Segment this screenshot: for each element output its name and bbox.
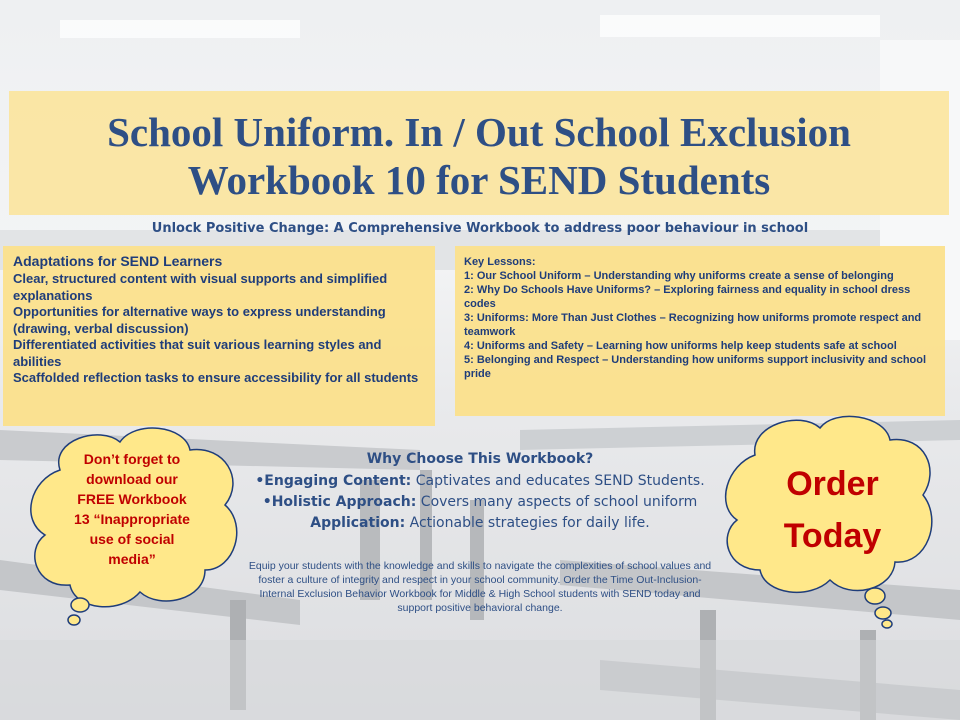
- why-choose-section: [240, 451, 720, 534]
- list-item: 5: Belonging and Respect – Understanding how uniforms support inclusivity and school pride: [464, 354, 927, 380]
- equip-paragraph: Equip your students with the knowledge and skills to navigate the complexities of school values and foster a culture of integrity and respect in your school community. Order the Time Out-Inclusion- Internal Exclusion Behavior Workbook for Middle & High School students with SEND today and support positive behavioral change.: [248, 560, 712, 614]
- key-lessons-title: Key Lessons:: [464, 256, 536, 268]
- subtitle: Unlock Positive Change: A Comprehensive Workbook to address poor behaviour in school: [151, 221, 809, 236]
- why-heading: Why Choose This Workbook?: [366, 451, 594, 467]
- adaptations-title: Adaptations for SEND Learners: [13, 253, 223, 269]
- callout-line-6: media”: [108, 551, 156, 567]
- list-item: 3: Uniforms: More Than Just Clothes – Recognizing how uniforms promote respect and teamwork: [464, 312, 922, 338]
- free-workbook-callout[interactable]: [42, 449, 222, 569]
- list-item: Differentiated activities that suit various learning styles and abilities: [13, 337, 382, 369]
- why-line-2: [240, 492, 720, 513]
- callout-line-2: download our: [86, 471, 178, 487]
- title-line-1: School Uniform. In / Out School Exclusion: [107, 109, 851, 155]
- list-item: Clear, structured content with visual supports and simplified explanations: [13, 271, 388, 303]
- adaptations-list: [13, 271, 428, 387]
- today-label: Today: [783, 517, 882, 555]
- callout-line-3: FREE Workbook: [77, 491, 187, 507]
- why-line-3-text: Actionable strategies for daily life.: [405, 515, 650, 531]
- why-line-1-text: Captivates and educates SEND Students.: [411, 473, 705, 489]
- title-line-2: Workbook 10 for SEND Students: [187, 157, 771, 203]
- page-title: [9, 108, 949, 204]
- list-item: Opportunities for alternative ways to express understanding (drawing, verbal discussion): [13, 304, 386, 336]
- why-line-2-text: Covers many aspects of school uniform: [416, 494, 698, 510]
- why-line-2-label: •Holistic Approach:: [262, 494, 417, 510]
- order-today-button[interactable]: [745, 458, 920, 562]
- order-label: Order: [786, 465, 879, 503]
- callout-line-1: Don’t forget to: [83, 451, 181, 467]
- list-item: 1: Our School Uniform – Understanding why uniforms create a sense of belonging: [464, 270, 894, 282]
- key-lessons-list: [464, 255, 939, 381]
- list-item: Scaffolded reflection tasks to ensure accessibility for all students: [13, 370, 419, 385]
- list-item: 4: Uniforms and Safety – Learning how uniforms help keep students safe at school: [464, 340, 897, 352]
- why-line-3-label: Application:: [310, 515, 406, 531]
- callout-line-4: 13 “Inappropriate: [74, 511, 190, 527]
- why-line-3: [240, 513, 720, 534]
- why-line-1-label: •Engaging Content:: [255, 473, 412, 489]
- list-item: 2: Why Do Schools Have Uniforms? – Exploring fairness and equality in school dress codes: [464, 284, 911, 310]
- why-line-1: [240, 471, 720, 492]
- callout-line-5: use of social: [89, 531, 175, 547]
